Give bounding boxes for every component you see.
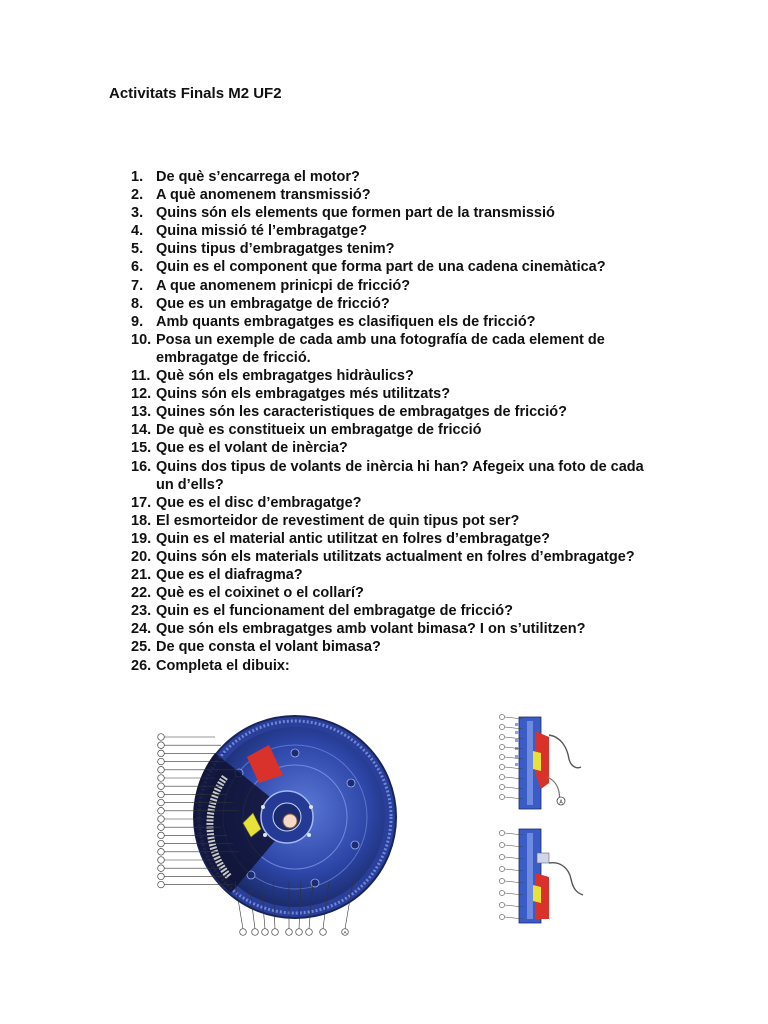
question-text: De que consta el volant bimasa? (156, 639, 381, 656)
question-item (131, 403, 651, 421)
question-number: 4. (131, 223, 144, 240)
question-number: 3. (131, 205, 144, 222)
question-text: De què s’encarrega el motor? (156, 169, 360, 185)
question-item (131, 186, 651, 204)
question-item (131, 222, 651, 240)
lower-lever (549, 863, 583, 895)
question-text: Quin es el component que forma part de una cadena cinemàtica? (156, 259, 606, 276)
question-number: 24. (131, 621, 152, 638)
question-text: Que són els embragatges amb volant bimasa? I on s’utilitzen? (156, 621, 586, 638)
question-text: Que es el disc d’embragatge? (156, 494, 362, 511)
question-text: Què es el coixinet o el collarí? (156, 585, 364, 602)
question-text: A que anomenem prinicpi de fricció? (156, 277, 411, 294)
question-text: Quins són els embragatges més utilitzats? (156, 386, 451, 403)
question-number: 15. (131, 440, 152, 457)
question-number: 16. (131, 458, 152, 475)
question-number: 26. (131, 657, 152, 674)
question-item (131, 421, 651, 439)
lower-yellow-spring (533, 885, 541, 903)
question-item (131, 494, 651, 512)
left-callout (158, 742, 221, 749)
question-item (131, 240, 651, 258)
question-number: 9. (131, 313, 144, 330)
question-number: 7. (131, 277, 144, 294)
upper-yellow-spring (533, 751, 541, 771)
question-text: De què es constitueix un embragatge de fricció (156, 422, 482, 439)
question-item (131, 385, 651, 403)
question-text: Que es el diafragma? (156, 567, 303, 584)
question-text: Quines són les caracteristiques de embragatges de fricció? (156, 404, 567, 421)
question-number: 12. (131, 386, 152, 403)
question-number: 17. (131, 494, 152, 511)
question-item (131, 548, 651, 566)
question-number: 11. (131, 368, 151, 385)
question-number: 18. (131, 512, 152, 529)
question-number: 13. (131, 404, 152, 421)
question-number: 1. (131, 169, 144, 185)
question-text: Quin es el funcionament del embragatge de fricció? (156, 603, 513, 620)
page-title: Activitats Finals M2 UF2 (109, 85, 282, 102)
clutch-cross-section (497, 713, 587, 927)
question-item (131, 439, 651, 457)
flywheel-diagram (155, 713, 411, 937)
question-item (131, 602, 651, 620)
question-item (131, 530, 651, 548)
question-item (131, 367, 651, 385)
question-text: A què anomenem transmissió? (156, 187, 371, 204)
question-number: 20. (131, 548, 152, 565)
question-text: Amb quants embragatges es clasifiquen els de fricció? (156, 313, 536, 330)
question-text: Quin es el material antic utilitzat en folres d’embragatge? (156, 530, 551, 547)
question-text: Quins dos tipus de volants de inèrcia hi han? Afegeix una foto de cada un d’ells? (156, 458, 644, 493)
question-item (131, 277, 651, 295)
question-number: 8. (131, 295, 144, 312)
question-item (131, 168, 651, 186)
question-number: 25. (131, 639, 152, 656)
question-text: Quins són els materials utilitzats actualment en folres d’embragatge? (156, 548, 635, 565)
question-text: Quina missió té l’embragatge? (156, 223, 368, 240)
center-bore (283, 814, 297, 828)
question-number: 5. (131, 241, 144, 258)
question-item (131, 313, 651, 331)
question-list (131, 168, 651, 675)
question-text: Que es un embragatge de fricció? (156, 295, 390, 312)
question-number: 10. (131, 331, 152, 348)
question-item (131, 638, 651, 656)
question-number: 2. (131, 187, 144, 204)
question-text: El esmorteidor de revestiment de quin tipus pot ser? (156, 512, 520, 529)
callout-a-label: A (559, 799, 563, 806)
question-item (131, 295, 651, 313)
question-item (131, 566, 651, 584)
question-text: Què són els embragatges hidràulics? (156, 368, 414, 385)
question-number: 6. (131, 259, 144, 276)
question-text: Que es el volant de inèrcia? (156, 440, 348, 457)
question-item (131, 657, 651, 675)
question-item (131, 204, 651, 222)
bottom-callout-label: A (343, 930, 347, 935)
question-item (131, 512, 651, 530)
question-number: 23. (131, 603, 152, 620)
question-text: Completa el dibuix: (156, 657, 290, 674)
question-item (131, 584, 651, 602)
question-text: Quins són els elements que formen part de la transmissió (156, 205, 555, 222)
question-item (131, 458, 651, 494)
question-item (131, 331, 651, 367)
question-text: Posa un exemple de cada amb una fotografía de cada element de embragatge de fricció. (156, 331, 605, 366)
question-number: 22. (131, 585, 152, 602)
question-text: Quins tipus d’embragatges tenim? (156, 241, 395, 258)
left-callout (158, 734, 215, 741)
question-item (131, 620, 651, 638)
question-number: 14. (131, 422, 152, 439)
question-number: 19. (131, 530, 152, 547)
question-item (131, 258, 651, 276)
question-number: 21. (131, 567, 152, 584)
upper-lever (549, 735, 581, 768)
